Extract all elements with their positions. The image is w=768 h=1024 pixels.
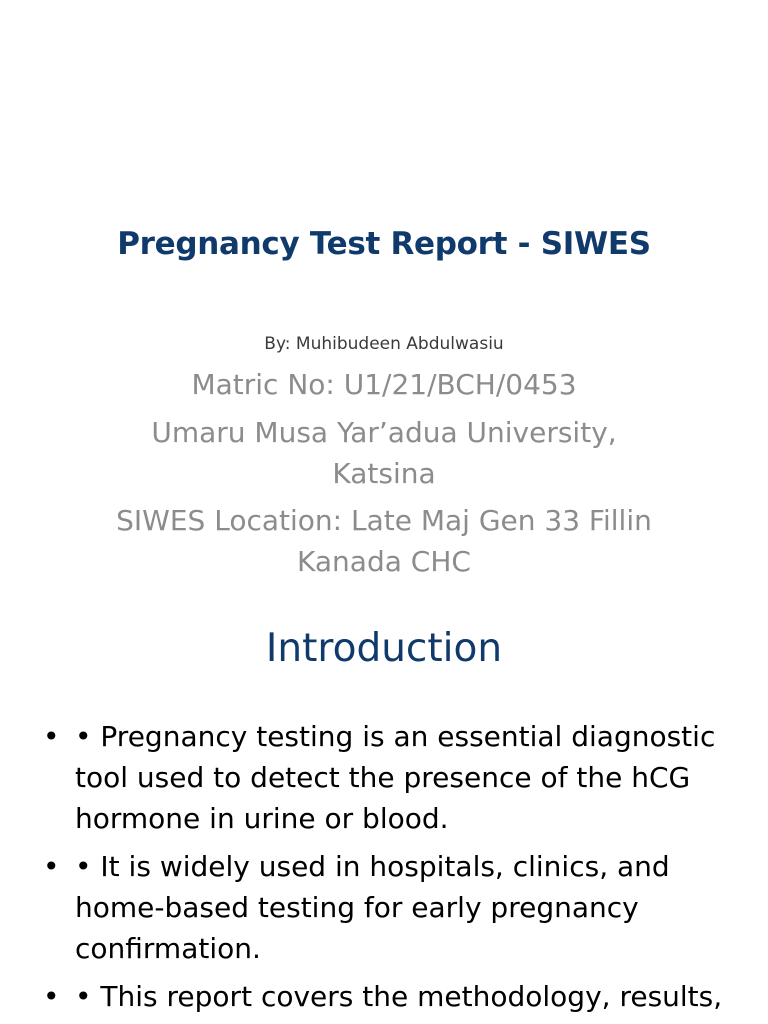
author-byline: By: Muhibudeen Abdulwasiu <box>264 334 504 354</box>
matric-number: Matric No: U1/21/BCH/0453 <box>191 368 577 401</box>
bullet-text: • Pregnancy testing is an essential diagnostic tool used to detect the presence of the hCG hormone in urine or blood. <box>75 720 716 835</box>
list-item <box>0 846 768 969</box>
report-title: Pregnancy Test Report - SIWES <box>117 226 651 262</box>
introduction-slide <box>0 600 768 1024</box>
introduction-bullet-list <box>0 716 768 1024</box>
bullet-icon: • <box>43 980 60 1013</box>
university-name: Umaru Musa Yar’adua University, Katsina <box>151 416 617 490</box>
bullet-icon: • <box>43 850 60 883</box>
introduction-heading: Introduction <box>265 626 503 671</box>
list-item <box>0 716 768 839</box>
list-item <box>0 976 768 1017</box>
bullet-text: • It is widely used in hospitals, clinics, and home-based testing for early pregnancy confirmation. <box>75 850 670 965</box>
bullet-icon: • <box>43 720 60 753</box>
bullet-text: • This report covers the methodology, results, <box>75 980 723 1013</box>
siwes-location: SIWES Location: Late Maj Gen 33 Fillin Kanada CHC <box>116 504 652 578</box>
